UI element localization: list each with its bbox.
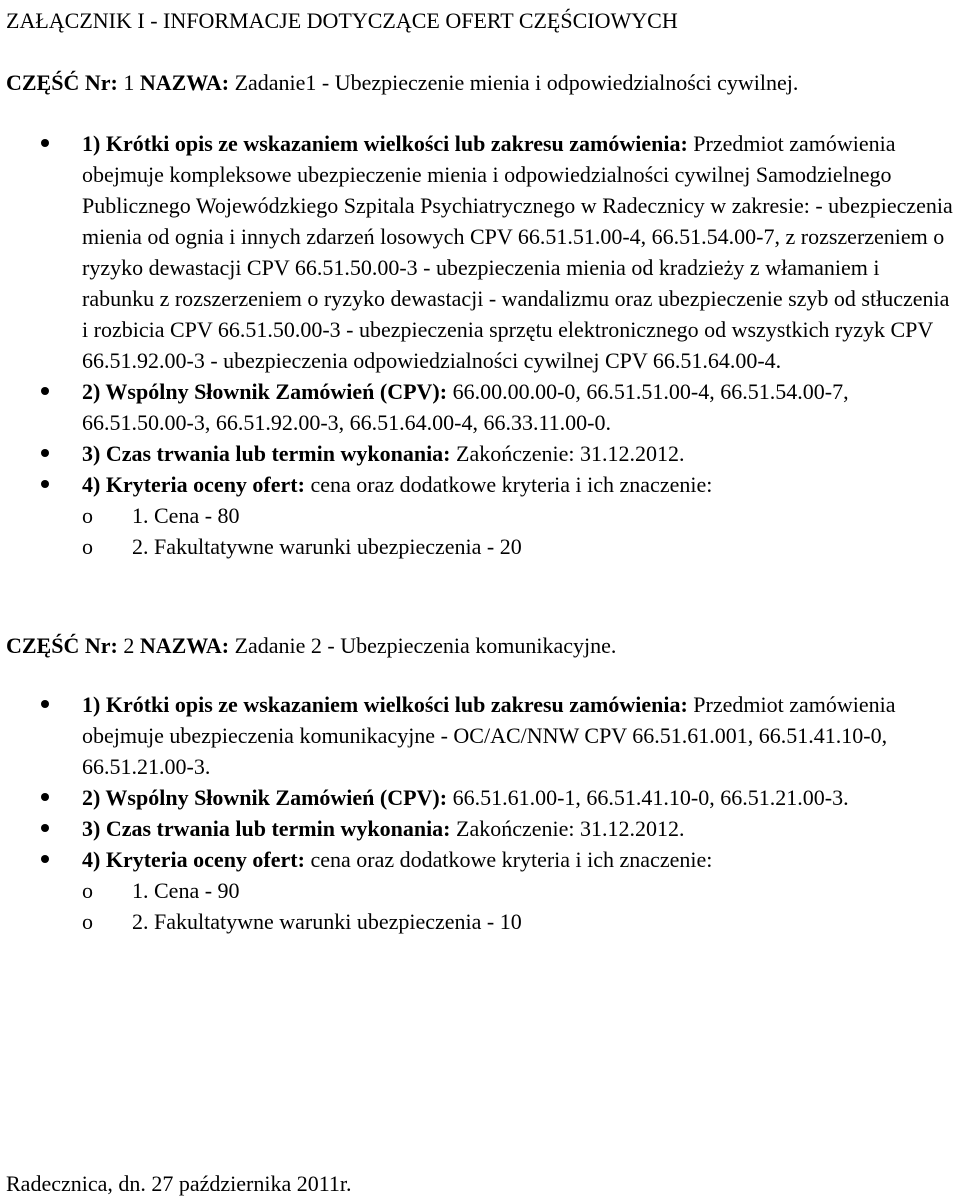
part-1-criterion-1 bbox=[82, 500, 955, 531]
part-2-item-3-label: 3) Czas trwania lub termin wykonania: bbox=[82, 816, 451, 841]
part-2-item-4 bbox=[0, 844, 955, 937]
part-1-item-2-label: 2) Wspólny Słownik Zamówień (CPV): bbox=[82, 379, 448, 404]
part-1-item-1-text-start: Przedmiot zamówienia obejmuje kompleksowe ubezpieczenie mienia i odpowiedzialności cywilnej Samodzielnego Publicznego Wojewódzkiego Szpitala Psychiatrycznego w Radecznicy w zakresie: - ubezpieczenia mienia od ognia i innych zdarzeń losowych bbox=[82, 131, 953, 249]
part-2-item-4-text: cena oraz dodatkowe kryteria i ich znaczenie: bbox=[304, 847, 713, 872]
part-2-item-1 bbox=[0, 689, 955, 782]
part-1-item-4-label: 4) Kryteria oceny ofert: bbox=[82, 472, 305, 497]
bullet-icon bbox=[41, 793, 49, 801]
part-2-item-4-label: 4) Kryteria oceny ofert: bbox=[82, 847, 305, 872]
circle-marker-icon: o bbox=[82, 878, 93, 903]
part-1-criterion-2 bbox=[82, 531, 955, 562]
part-2-item-3-text: Zakończenie: 31.12.2012. bbox=[450, 816, 685, 841]
part-1-list bbox=[0, 128, 955, 562]
part-1-name-label: NAZWA: bbox=[139, 70, 230, 95]
circle-marker-icon: o bbox=[82, 503, 93, 528]
part-1-item-3-label: 3) Czas trwania lub termin wykonania: bbox=[82, 441, 451, 466]
part-2-item-1-text: Przedmiot zamówienia obejmuje ubezpieczenia komunikacyjne - OC/AC/NNW CPV 66.51.61.001, 66.51.41.10-0, 66.51.21.00-3. bbox=[82, 692, 896, 779]
part-2-criterion-2-text: 2. Fakultatywne warunki ubezpieczenia - 10 bbox=[132, 909, 522, 934]
bullet-icon bbox=[41, 700, 49, 708]
part-1-number: 1 bbox=[117, 70, 140, 95]
part-1-name: Zadanie1 - Ubezpieczenie mienia i odpowiedzialności cywilnej. bbox=[229, 70, 799, 95]
part-1-item-1-text-end: CPV 66.51.51.00-4, 66.51.54.00-7, z rozszerzeniem o ryzyko dewastacji CPV 66.51.50.00-3 - ubezpieczenia mienia od kradzieży z włamaniem i rabunku z rozszerzeniem o ryzyko dewastacji - wandalizmu oraz ubezpieczenie szyb od stłuczenia i rozbicia CPV 66.51.50.00-3 - ubezpieczenia sprzętu elektronicznego od wszystkich ryzyk CPV 66.51.92.00-3 - ubezpieczenia odpowiedzialności cywilnej CPV 66.51.64.00-4. bbox=[82, 224, 950, 373]
part-2-item-2 bbox=[0, 782, 955, 813]
part-2-item-1-label: 1) Krótki opis ze wskazaniem wielkości lub zakresu zamówienia: bbox=[82, 692, 688, 717]
part-2-criterion-1-text: 1. Cena - 90 bbox=[132, 878, 240, 903]
part-1-item-1-label: 1) Krótki opis ze wskazaniem wielkości lub zakresu zamówienia: bbox=[82, 131, 688, 156]
part-2-heading bbox=[6, 630, 616, 661]
part-1-item-2-text: 66.00.00.00-0, 66.51.51.00-4, 66.51.54.00-7, 66.51.50.00-3, 66.51.92.00-3, 66.51.64.00-4, 66.33.11.00-0. bbox=[82, 379, 849, 435]
part-2-item-2-label: 2) Wspólny Słownik Zamówień (CPV): bbox=[82, 785, 448, 810]
part-1-criterion-2-text: 2. Fakultatywne warunki ubezpieczenia - 20 bbox=[132, 534, 522, 559]
bullet-icon bbox=[41, 480, 49, 488]
part-2-label: CZĘŚĆ Nr: bbox=[6, 633, 118, 658]
bullet-icon bbox=[41, 855, 49, 863]
part-1-item-2 bbox=[0, 376, 955, 438]
circle-marker-icon: o bbox=[82, 909, 93, 934]
circle-marker-icon: o bbox=[82, 534, 93, 559]
bullet-icon bbox=[41, 824, 49, 832]
part-1-item-3-text: Zakończenie: 31.12.2012. bbox=[450, 441, 685, 466]
bullet-icon bbox=[41, 449, 49, 457]
part-2-criterion-1 bbox=[82, 875, 955, 906]
bullet-icon bbox=[41, 139, 49, 147]
part-2-name: Zadanie 2 - Ubezpieczenia komunikacyjne. bbox=[229, 633, 617, 658]
part-2-number: 2 bbox=[117, 633, 140, 658]
part-2-list bbox=[0, 689, 955, 937]
part-1-criterion-1-text: 1. Cena - 80 bbox=[132, 503, 240, 528]
part-1-item-3 bbox=[0, 438, 955, 469]
document-footer: Radecznica, dn. 27 października 2011r. bbox=[6, 1171, 352, 1196]
part-2-criterion-2 bbox=[82, 906, 955, 937]
part-1-item-4 bbox=[0, 469, 955, 562]
document-header: ZAŁĄCZNIK I - INFORMACJE DOTYCZĄCE OFERT CZĘŚCIOWYCH bbox=[6, 8, 678, 33]
part-2-item-3 bbox=[0, 813, 955, 844]
part-2-name-label: NAZWA: bbox=[139, 633, 230, 658]
part-1-item-4-text: cena oraz dodatkowe kryteria i ich znaczenie: bbox=[304, 472, 713, 497]
part-2-item-2-text: 66.51.61.00-1, 66.51.41.10-0, 66.51.21.00-3. bbox=[447, 785, 849, 810]
part-1-criteria-list bbox=[82, 500, 955, 562]
part-1-label: CZĘŚĆ Nr: bbox=[6, 70, 118, 95]
part-1-heading bbox=[6, 67, 798, 98]
bullet-icon bbox=[41, 387, 49, 395]
part-2-criteria-list bbox=[82, 875, 955, 937]
part-1-item-1 bbox=[0, 128, 955, 376]
